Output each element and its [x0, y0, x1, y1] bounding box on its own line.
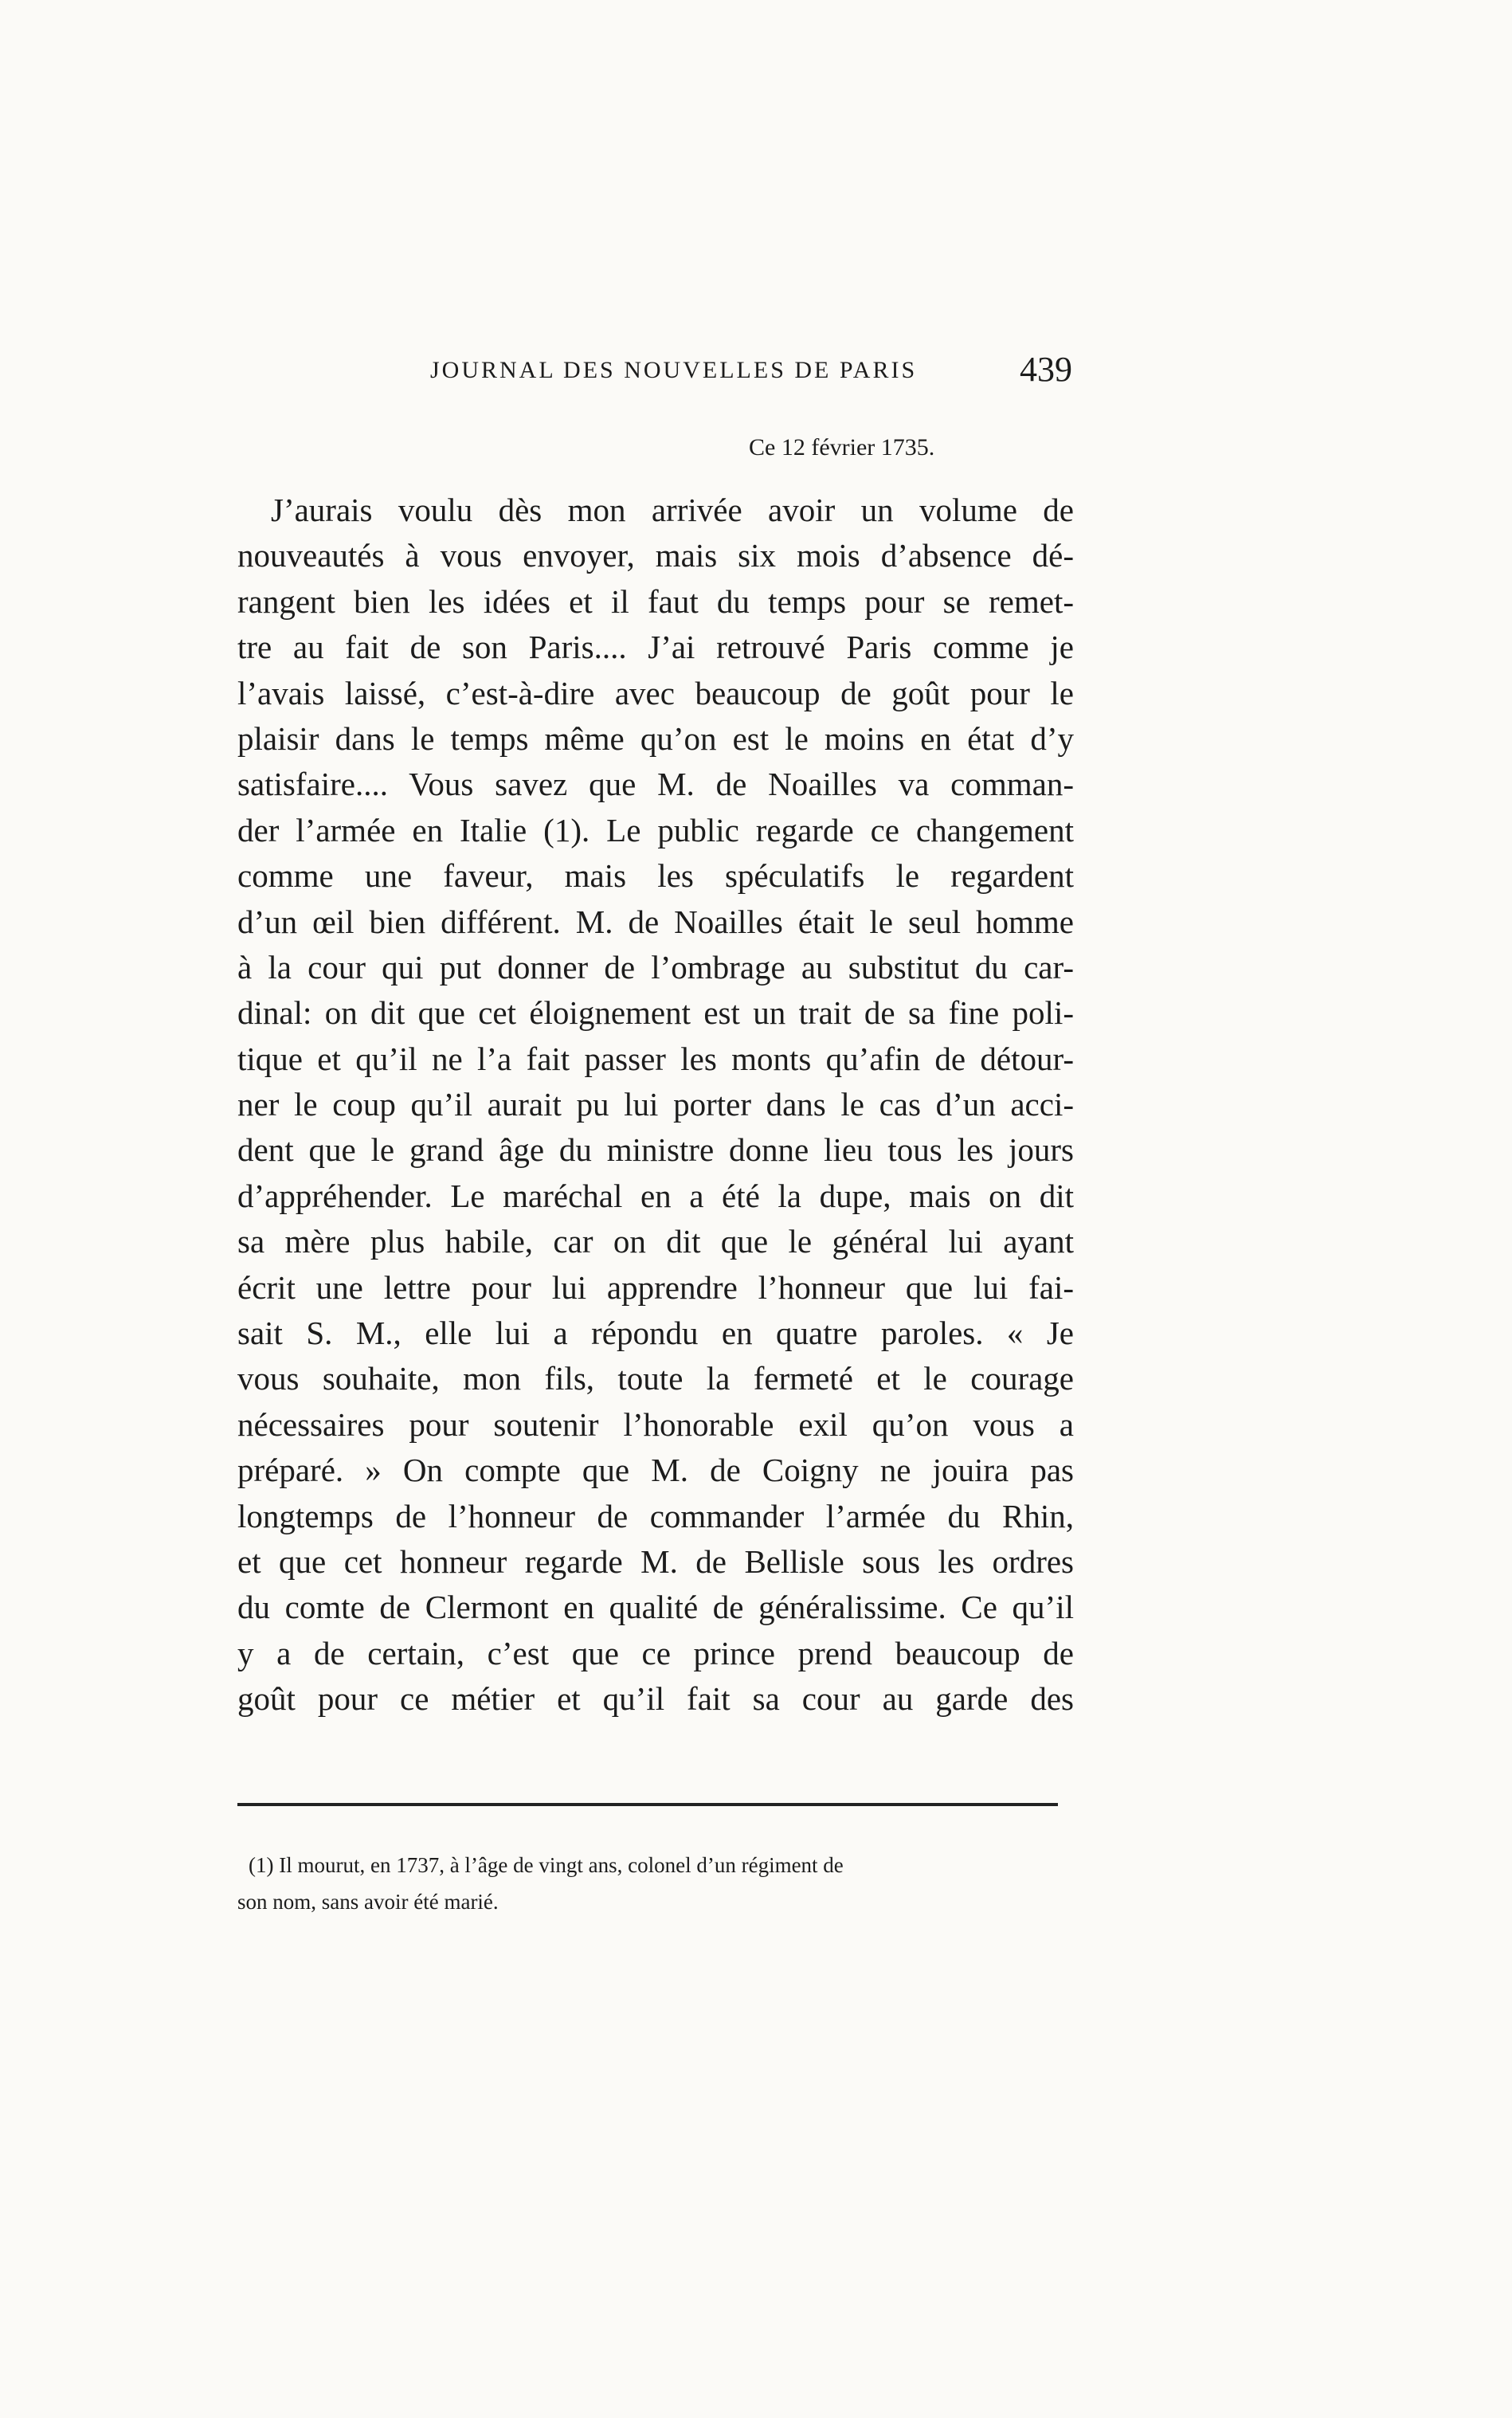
- body-line: tique et qu’il ne l’a fait passer les monts qu’afin de détour-: [237, 1040, 1074, 1077]
- letter-dateline: Ce 12 février 1735.: [749, 434, 935, 460]
- letter-body: [237, 488, 1074, 1722]
- body-line: écrit une lettre pour lui apprendre l’honneur que lui fai-: [237, 1268, 1074, 1306]
- footnote: [237, 1847, 1074, 1920]
- body-line: nécessaires pour soutenir l’honorable exil qu’on vous a: [237, 1405, 1074, 1443]
- footnote-divider: [237, 1803, 1058, 1806]
- body-line: vous souhaite, mon fils, toute la fermeté et le courage: [237, 1360, 1074, 1397]
- body-line: y a de certain, c’est que ce prince prend beaucoup de: [237, 1634, 1074, 1671]
- body-line: nouveautés à vous envoyer, mais six mois d’absence dé-: [237, 537, 1074, 574]
- body-line: ner le coup qu’il aurait pu lui porter dans le cas d’un acci-: [237, 1086, 1074, 1123]
- body-line: tre au fait de son Paris.... J’ai retrouvé Paris comme je: [237, 629, 1074, 666]
- body-line: et que cet honneur regarde M. de Bellisle sous les ordres: [237, 1542, 1074, 1580]
- body-line: l’avais laissé, c’est-à-dire avec beaucoup de goût pour le: [237, 674, 1074, 711]
- body-line: du comte de Clermont en qualité de généralissime. Ce qu’il: [237, 1589, 1074, 1626]
- body-line: plaisir dans le temps même qu’on est le moins en état d’y: [237, 719, 1074, 757]
- body-line: préparé. » On compte que M. de Coigny ne jouira pas: [237, 1452, 1074, 1489]
- body-line: à la cour qui put donner de l’ombrage au substitut du car-: [237, 948, 1074, 986]
- body-line: d’appréhender. Le maréchal en a été la dupe, mais on dit: [237, 1177, 1074, 1214]
- body-line: J’aurais voulu dès mon arrivée avoir un volume de: [271, 492, 1074, 528]
- body-line: d’un œil bien différent. M. de Noailles était le seul homme: [237, 903, 1074, 940]
- body-line: satisfaire.... Vous savez que M. de Noailles va comman-: [237, 766, 1074, 803]
- body-line: sa mère plus habile, car on dit que le général lui ayant: [237, 1223, 1074, 1260]
- footnote-line: son nom, sans avoir été marié.: [237, 1890, 499, 1914]
- body-line: longtemps de l’honneur de commander l’armée du Rhin,: [237, 1497, 1074, 1534]
- page-number: 439: [1020, 350, 1072, 389]
- body-line: sait S. M., elle lui a répondu en quatre paroles. « Je: [237, 1315, 1074, 1352]
- body-line: der l’armée en Italie (1). Le public regarde ce changement: [237, 811, 1074, 848]
- body-line: comme une faveur, mais les spéculatifs le regardent: [237, 857, 1074, 895]
- body-line: dent que le grand âge du ministre donne lieu tous les jours: [237, 1131, 1074, 1169]
- running-title: JOURNAL DES NOUVELLES DE PARIS: [430, 357, 918, 383]
- body-line: rangent bien les idées et il faut du temps pour se remet-: [237, 582, 1074, 620]
- body-line: goût pour ce métier et qu’il fait sa cour au garde des: [237, 1680, 1074, 1718]
- footnote-line: (1) Il mourut, en 1737, à l’âge de vingt ans, colonel d’un régiment de: [249, 1853, 844, 1877]
- body-line: dinal: on dit que cet éloignement est un trait de sa fine poli-: [237, 994, 1074, 1032]
